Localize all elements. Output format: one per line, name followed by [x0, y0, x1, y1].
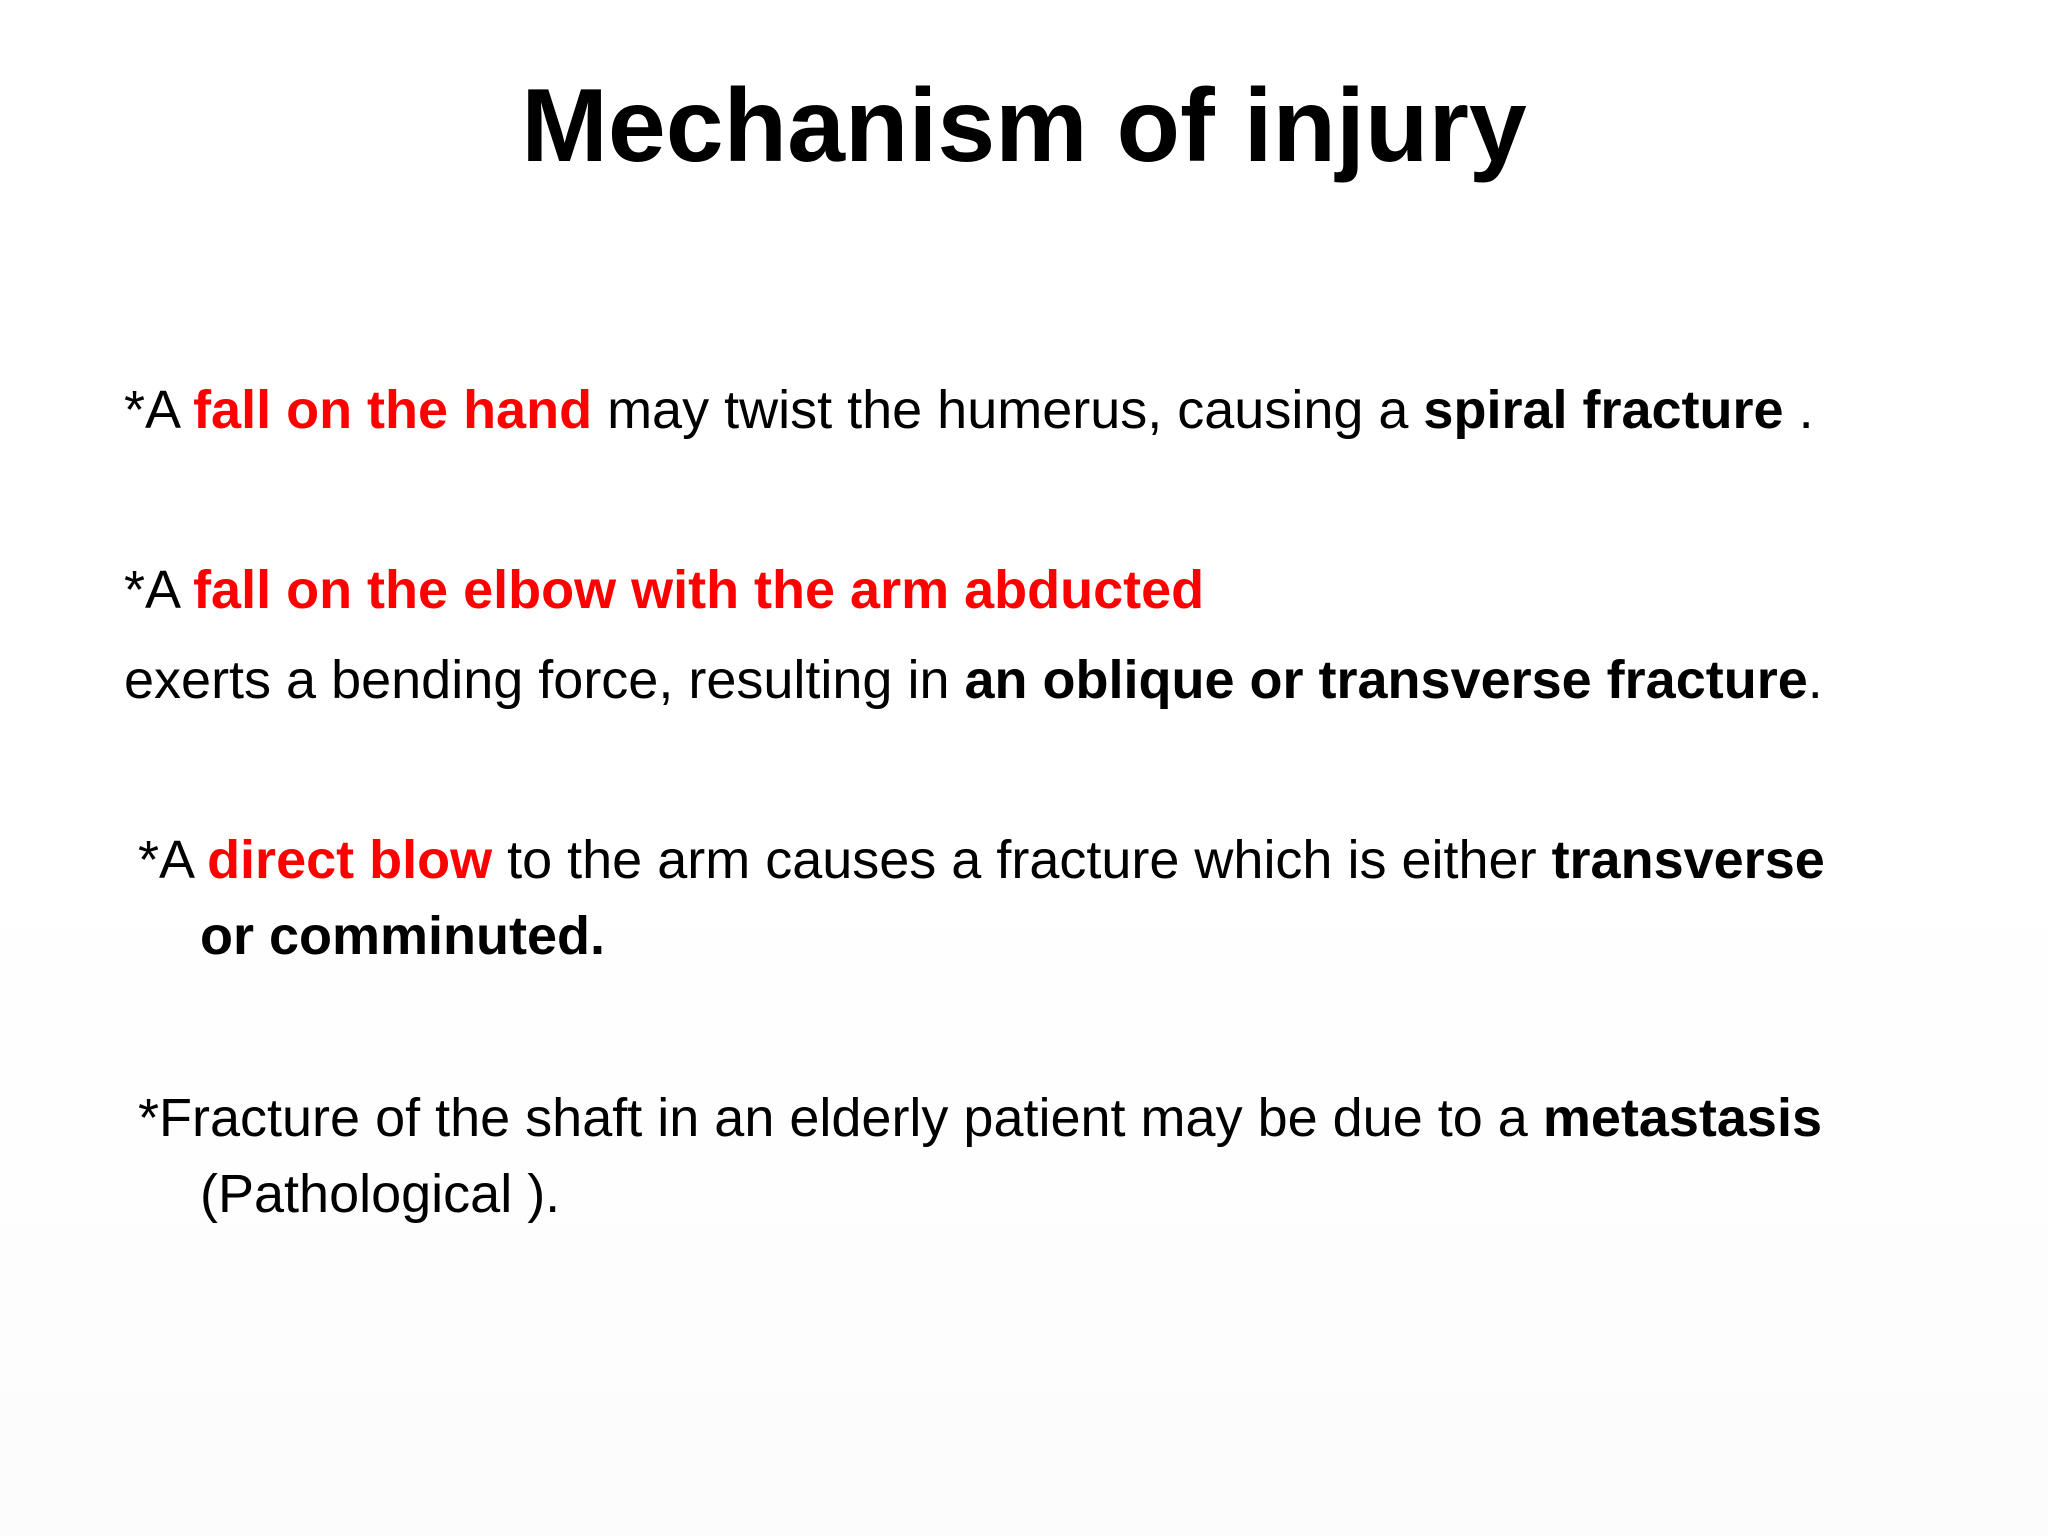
- text-run: (Pathological ).: [200, 1164, 561, 1224]
- text-run-bold: metastasis: [1542, 1088, 1823, 1148]
- bullet-fall-on-hand: [124, 372, 1814, 448]
- bullet-line: [138, 898, 1825, 974]
- text-run-highlight: direct blow: [207, 830, 493, 890]
- text-run-bold: spiral fracture: [1423, 380, 1784, 440]
- bullet-line: [138, 1156, 1822, 1232]
- bullet-direct-blow: [138, 822, 1825, 974]
- bullet-line: [124, 642, 1823, 718]
- bullet-fall-on-elbow: [124, 552, 1823, 718]
- text-run: .: [1783, 380, 1814, 440]
- text-run: may twist the humerus, causing a: [592, 380, 1424, 440]
- text-run-bold: or comminuted.: [200, 906, 606, 966]
- bullet-line: [138, 822, 1825, 898]
- slide-title: Mechanism of injury: [521, 68, 1527, 184]
- bullet-line: [124, 372, 1814, 448]
- text-run-bold: an oblique or transverse fracture: [964, 650, 1808, 710]
- bullet-line: [138, 1080, 1822, 1156]
- text-run-highlight: fall on the hand: [193, 380, 593, 440]
- text-run: *A: [138, 830, 208, 890]
- text-run-bold: transverse: [1551, 830, 1825, 890]
- text-run: to the arm causes a fracture which is either: [492, 830, 1552, 890]
- text-run: exerts a bending force, resulting in: [124, 650, 965, 710]
- text-run: .: [1807, 650, 1823, 710]
- text-run: *A: [124, 380, 194, 440]
- text-run: *Fracture of the shaft in an elderly patient may be due to a: [138, 1088, 1543, 1148]
- text-run: *A: [124, 560, 194, 620]
- bullet-metastasis: [138, 1080, 1822, 1232]
- bullet-line: [124, 552, 1823, 628]
- text-run-highlight: fall on the elbow with the arm abducted: [193, 560, 1205, 620]
